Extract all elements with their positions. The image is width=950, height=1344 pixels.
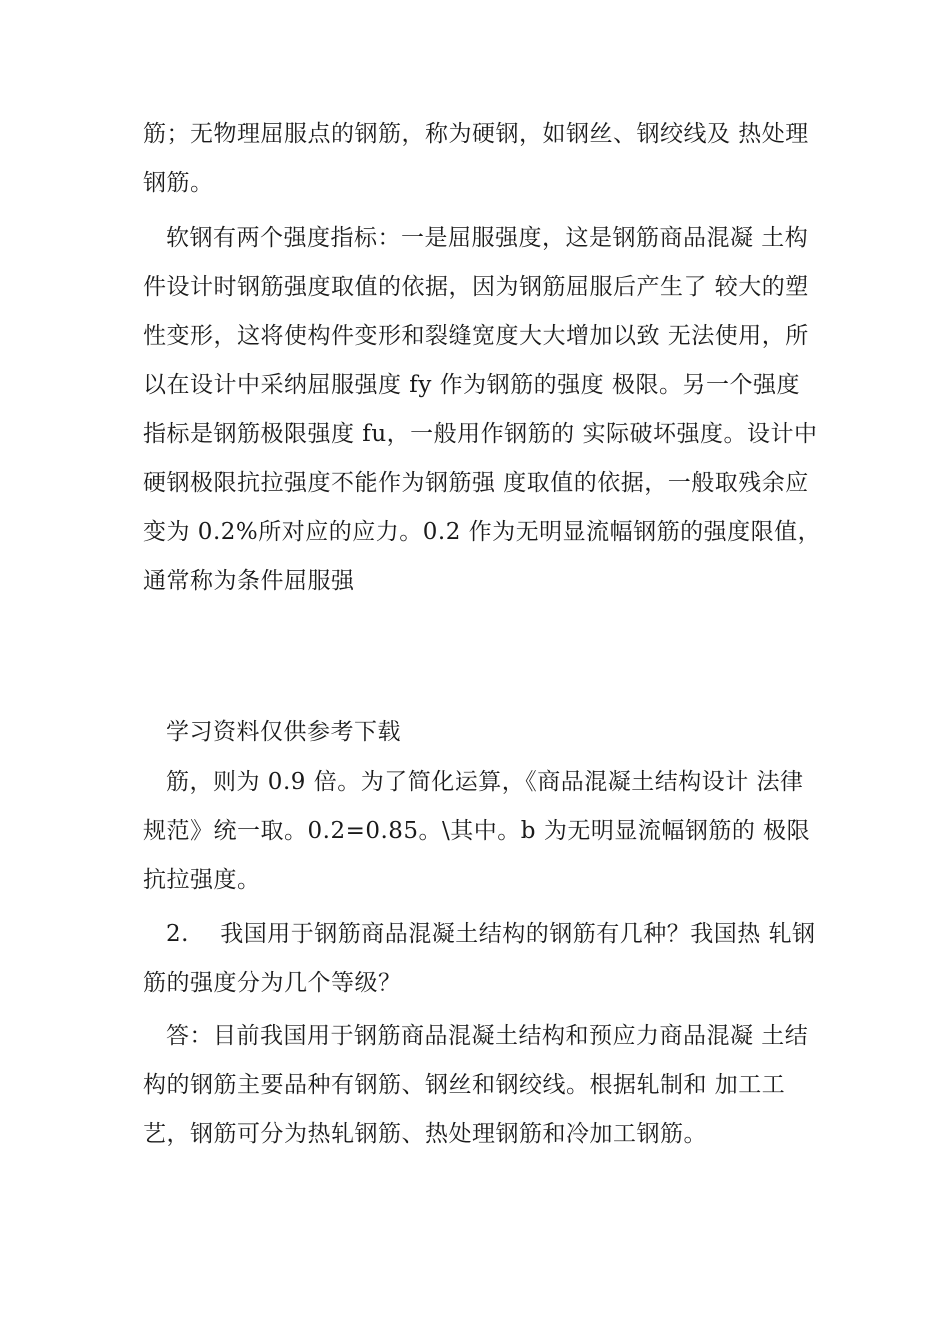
text-line: 性变形，这将使构件变形和裂缝宽度大大增加以致 无法使用，所 bbox=[143, 323, 809, 349]
text-line: 钢筋。 bbox=[143, 170, 214, 196]
text-line: 规范》统一取。0.2=0.85。\其中。b 为无明显流幅钢筋的 极限 bbox=[143, 818, 811, 844]
text-line: 筋，则为 0.9 倍。为了简化运算，《商品混凝土结构设计 法律 bbox=[166, 769, 804, 795]
footer-note bbox=[143, 708, 823, 757]
text-line: 变为 0.2%所对应的应力。0.2 作为无明显流幅钢筋的强度限值， bbox=[143, 519, 822, 545]
text-line: 件设计时钢筋强度取值的依据，因为钢筋屈服后产生了 较大的塑 bbox=[143, 274, 809, 300]
text-line: 学习资料仅供参考下载 bbox=[166, 719, 401, 745]
text-line: 2. 我国用于钢筋商品混凝土结构的钢筋有几种？我国热 轧钢 bbox=[166, 921, 816, 947]
text-line: 抗拉强度。 bbox=[143, 867, 261, 893]
answer-2 bbox=[143, 1012, 823, 1159]
text-line: 软钢有两个强度指标：一是屈服强度，这是钢筋商品混凝 土构 bbox=[166, 225, 809, 251]
text-line: 构的钢筋主要品种有钢筋、钢丝和钢绞线。根据轧制和 加工工 bbox=[143, 1072, 786, 1098]
paragraph-strength-indices bbox=[143, 214, 823, 606]
question-2 bbox=[143, 910, 823, 1008]
paragraph-hard-steel bbox=[143, 110, 823, 208]
text-line: 通常称为条件屈服强 bbox=[143, 568, 355, 594]
text-line: 筋；无物理屈服点的钢筋，称为硬钢，如钢丝、钢绞线及 热处理 bbox=[143, 121, 809, 147]
text-line: 答：目前我国用于钢筋商品混凝土结构和预应力商品混凝 土结 bbox=[166, 1023, 809, 1049]
text-line: 艺，钢筋可分为热轧钢筋、热处理钢筋和冷加工钢筋。 bbox=[143, 1121, 707, 1147]
text-line: 指标是钢筋极限强度 fu，一般用作钢筋的 实际破坏强度。设计中 bbox=[143, 421, 818, 447]
text-line: 筋的强度分为几个等级？ bbox=[143, 970, 402, 996]
text-line: 以在设计中采纳屈服强度 fy 作为钢筋的强度 极限。另一个强度 bbox=[143, 372, 800, 398]
paragraph-conditional-yield bbox=[143, 758, 823, 905]
text-line: 硬钢极限抗拉强度不能作为钢筋强 度取值的依据，一般取残余应 bbox=[143, 470, 809, 496]
